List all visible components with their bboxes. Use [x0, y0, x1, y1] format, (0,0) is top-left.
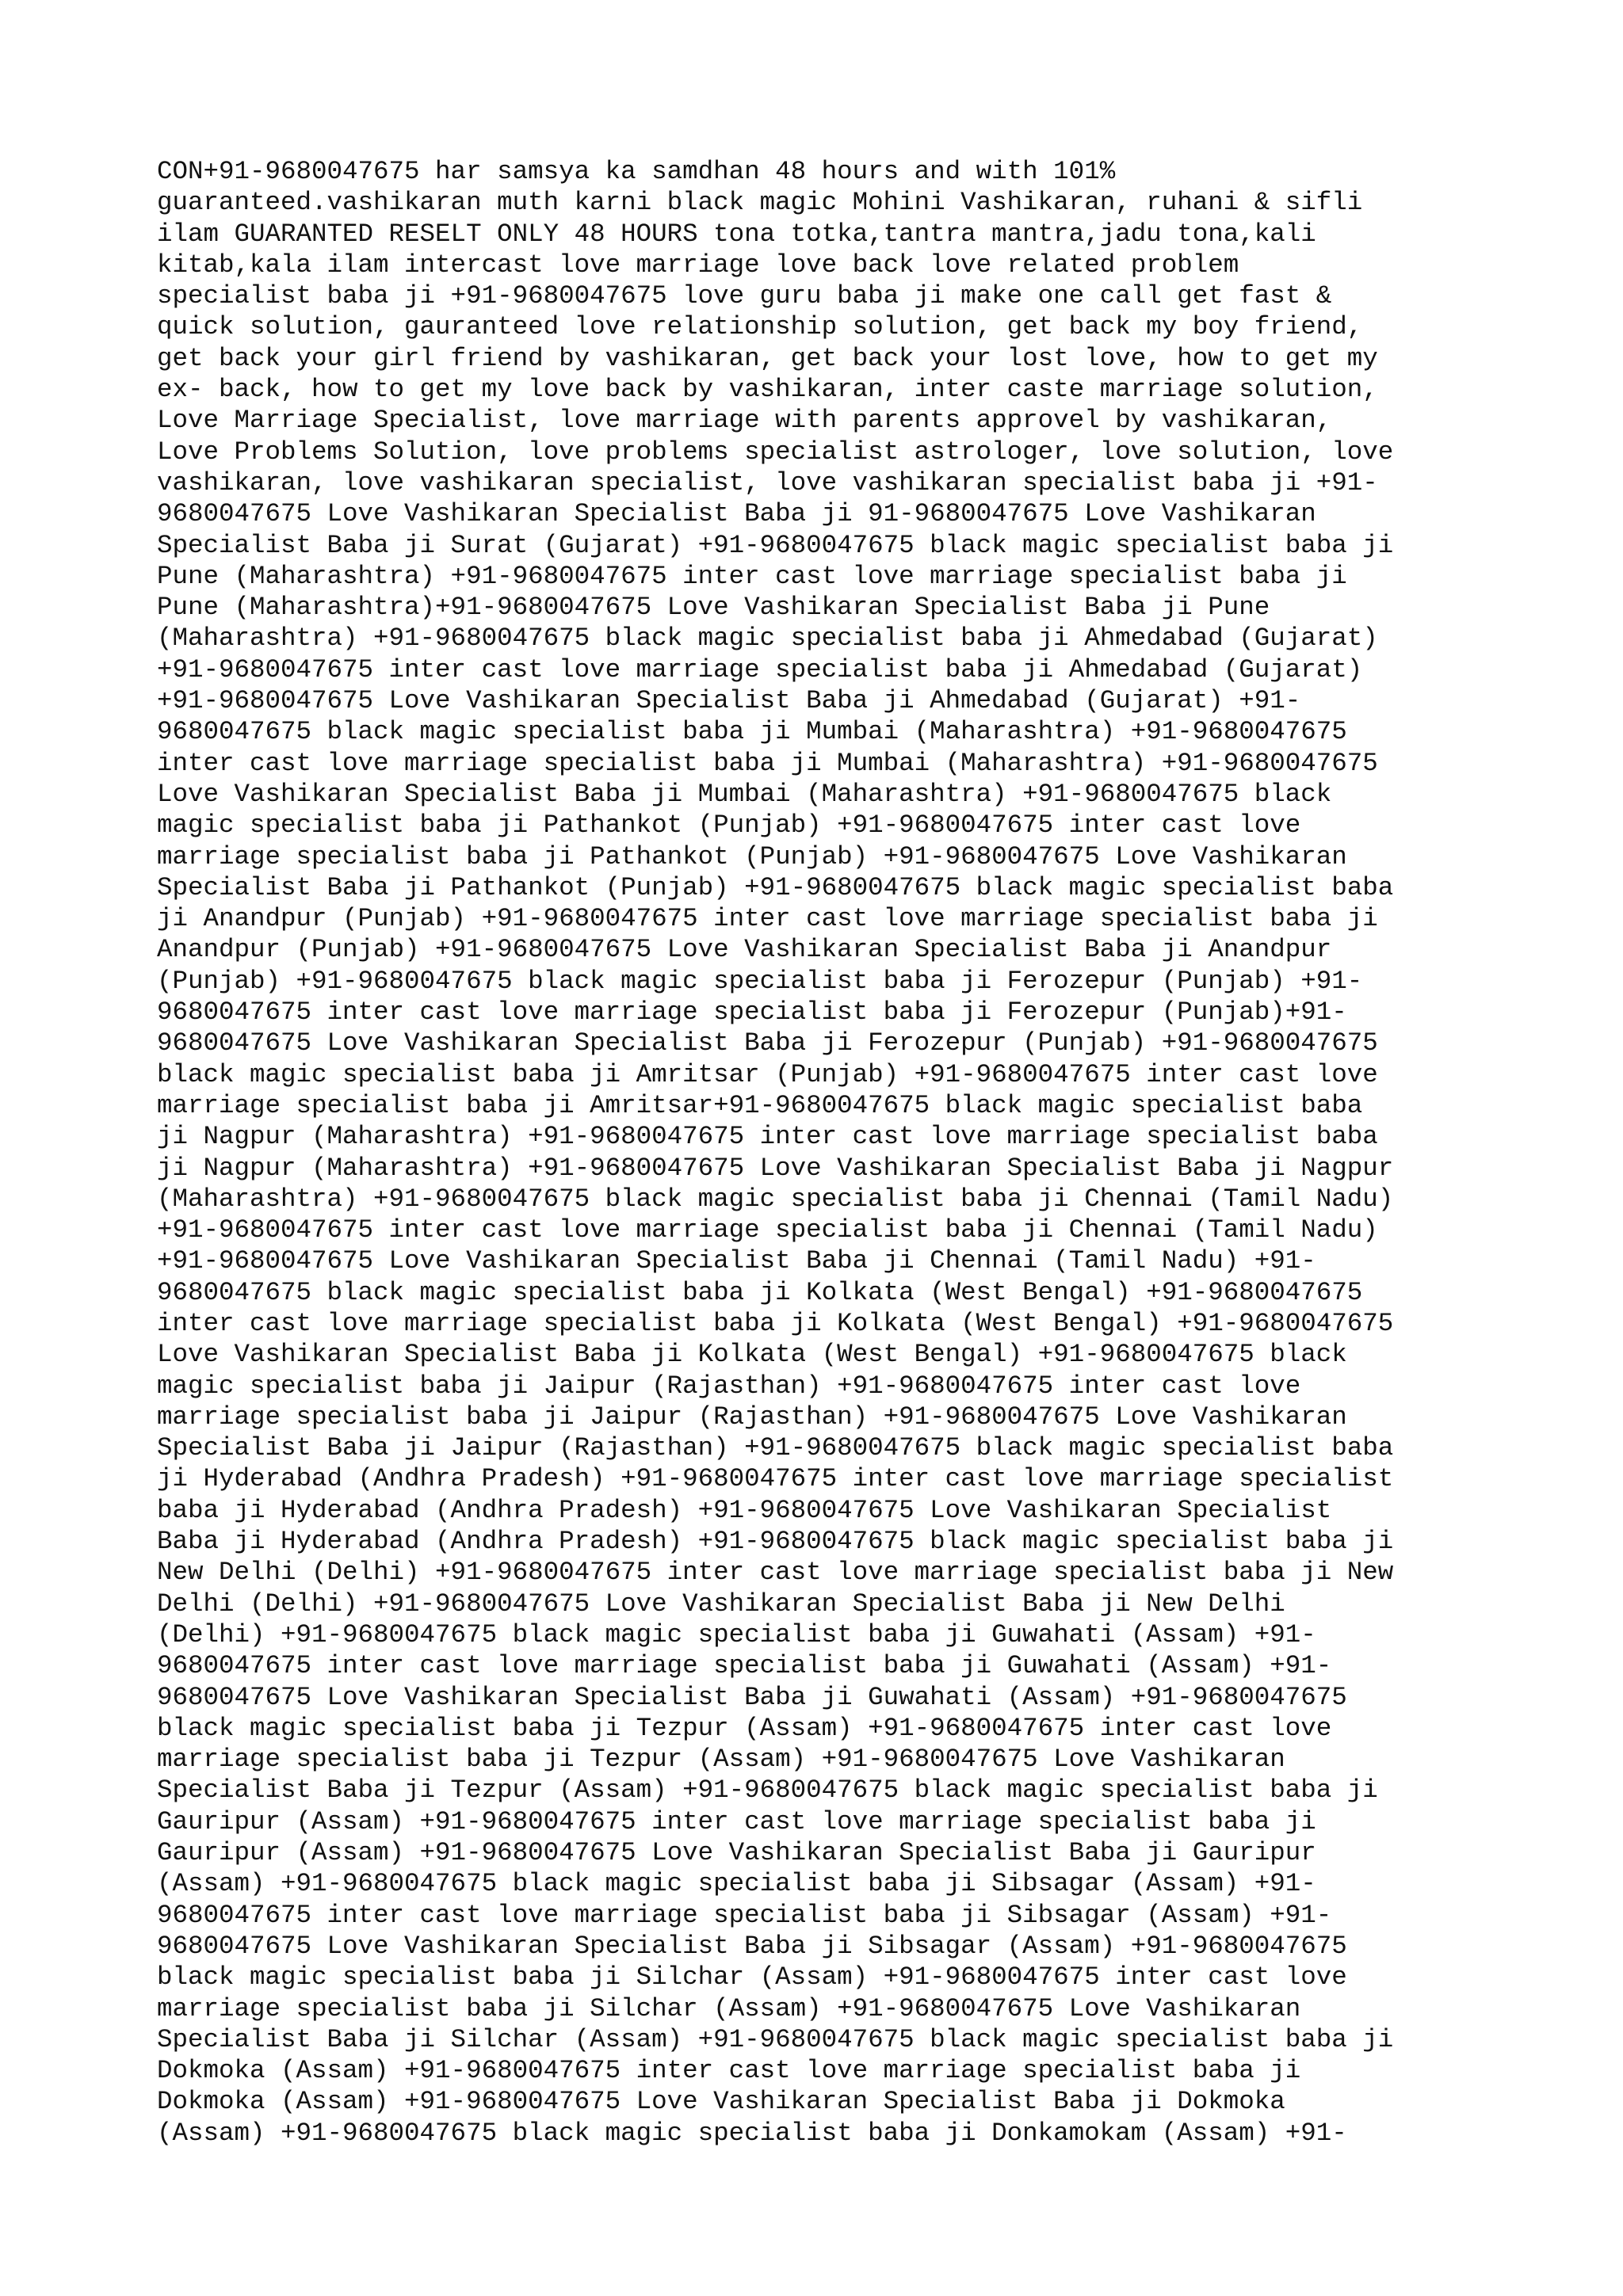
text-line: 9680047675 inter cast love marriage specialist baba ji Sibsagar (Assam) +91- — [157, 1900, 1332, 1930]
text-line: Love Problems Solution, love problems specialist astrologer, love solution, love — [157, 437, 1394, 467]
text-line: Dokmoka (Assam) +91-9680047675 inter cast love marriage specialist baba ji — [157, 2056, 1301, 2086]
text-line: marriage specialist baba ji Tezpur (Assam) +91-9680047675 Love Vashikaran — [157, 1745, 1285, 1775]
text-line: (Punjab) +91-9680047675 black magic specialist baba ji Ferozepur (Punjab) +91- — [157, 966, 1363, 996]
text-line: baba ji Hyderabad (Andhra Pradesh) +91-9680047675 Love Vashikaran Specialist — [157, 1495, 1332, 1525]
text-line: CON+91-9680047675 har samsya ka samdhan 48 hours and with 101% — [157, 157, 1116, 186]
text-line: marriage specialist baba ji Silchar (Assam) +91-9680047675 Love Vashikaran — [157, 1993, 1301, 2023]
text-line: get back your girl friend by vashikaran, get back your lost love, how to get my — [157, 343, 1378, 373]
text-line: ji Nagpur (Maharashtra) +91-9680047675 Love Vashikaran Specialist Baba ji Nagpur — [157, 1153, 1394, 1183]
text-line: ilam GUARANTED RESELT ONLY 48 HOURS tona totka,tantra mantra,jadu tona,kali — [157, 219, 1316, 249]
text-line: +91-9680047675 inter cast love marriage specialist baba ji Chennai (Tamil Nadu) — [157, 1215, 1378, 1245]
text-line: marriage specialist baba ji Pathankot (Punjab) +91-9680047675 Love Vashikaran — [157, 841, 1347, 871]
text-line: 9680047675 Love Vashikaran Specialist Baba ji Sibsagar (Assam) +91-9680047675 — [157, 1931, 1347, 1961]
text-line: 9680047675 Love Vashikaran Specialist Baba ji Ferozepur (Punjab) +91-9680047675 — [157, 1028, 1378, 1058]
text-line: +91-9680047675 Love Vashikaran Specialist Baba ji Chennai (Tamil Nadu) +91- — [157, 1246, 1316, 1276]
text-line: 9680047675 Love Vashikaran Specialist Baba ji Guwahati (Assam) +91-9680047675 — [157, 1682, 1347, 1712]
text-line: Anandpur (Punjab) +91-9680047675 Love Vashikaran Specialist Baba ji Anandpur — [157, 935, 1332, 965]
text-line: inter cast love marriage specialist baba ji Kolkata (West Bengal) +91-9680047675 — [157, 1308, 1394, 1338]
text-line: Gauripur (Assam) +91-9680047675 Love Vashikaran Specialist Baba ji Gauripur — [157, 1838, 1316, 1868]
text-line: 9680047675 inter cast love marriage specialist baba ji Ferozepur (Punjab)+91- — [157, 997, 1347, 1028]
text-line: black magic specialist baba ji Silchar (Assam) +91-9680047675 inter cast love — [157, 1962, 1347, 1993]
text-line: Love Vashikaran Specialist Baba ji Mumbai (Maharashtra) +91-9680047675 black — [157, 779, 1332, 809]
text-line: (Maharashtra) +91-9680047675 black magic specialist baba ji Chennai (Tamil Nadu) — [157, 1184, 1394, 1214]
text-line: Gauripur (Assam) +91-9680047675 inter cast love marriage specialist baba ji — [157, 1806, 1316, 1836]
text-line: kitab,kala ilam intercast love marriage love back love related problem — [157, 250, 1239, 280]
text-line: Pune (Maharashtra) +91-9680047675 inter cast love marriage specialist baba ji — [157, 561, 1347, 591]
text-line: 9680047675 black magic specialist baba ji Kolkata (West Bengal) +91-9680047675 — [157, 1277, 1363, 1307]
text-line: vashikaran, love vashikaran specialist, love vashikaran specialist baba ji +91- — [157, 467, 1378, 498]
text-line: ex- back, how to get my love back by vashikaran, inter caste marriage solution, — [157, 375, 1378, 405]
text-line: ji Anandpur (Punjab) +91-9680047675 inter cast love marriage specialist baba ji — [157, 904, 1378, 934]
text-line: Specialist Baba ji Pathankot (Punjab) +91-9680047675 black magic specialist baba — [157, 872, 1394, 902]
text-line: 9680047675 Love Vashikaran Specialist Baba ji 91-9680047675 Love Vashikaran — [157, 499, 1316, 529]
text-line: 9680047675 inter cast love marriage specialist baba ji Guwahati (Assam) +91- — [157, 1651, 1332, 1681]
text-line: +91-9680047675 Love Vashikaran Specialist Baba ji Ahmedabad (Gujarat) +91- — [157, 686, 1301, 716]
text-line: Delhi (Delhi) +91-9680047675 Love Vashikaran Specialist Baba ji New Delhi — [157, 1589, 1285, 1619]
text-line: specialist baba ji +91-9680047675 love guru baba ji make one call get fast & — [157, 281, 1332, 311]
text-line: Specialist Baba ji Silchar (Assam) +91-9680047675 black magic specialist baba ji — [157, 2024, 1394, 2054]
text-line: guaranteed.vashikaran muth karni black magic Mohini Vashikaran, ruhani & sifli — [157, 188, 1363, 218]
text-line: New Delhi (Delhi) +91-9680047675 inter cast love marriage specialist baba ji New — [157, 1558, 1394, 1588]
text-line: quick solution, gauranteed love relationship solution, get back my boy friend, — [157, 312, 1363, 342]
text-line: (Assam) +91-9680047675 black magic specialist baba ji Sibsagar (Assam) +91- — [157, 1869, 1316, 1899]
text-line: Specialist Baba ji Tezpur (Assam) +91-9680047675 black magic specialist baba ji — [157, 1775, 1378, 1806]
text-line: black magic specialist baba ji Amritsar (Punjab) +91-9680047675 inter cast love — [157, 1059, 1378, 1089]
text-line: Love Marriage Specialist, love marriage with parents approvel by vashikaran, — [157, 406, 1332, 436]
text-line: magic specialist baba ji Jaipur (Rajasthan) +91-9680047675 inter cast love — [157, 1371, 1301, 1401]
text-line: Baba ji Hyderabad (Andhra Pradesh) +91-9680047675 black magic specialist baba ji — [157, 1527, 1394, 1557]
text-line: Love Vashikaran Specialist Baba ji Kolkata (West Bengal) +91-9680047675 black — [157, 1340, 1347, 1370]
text-line: Pune (Maharashtra)+91-9680047675 Love Vashikaran Specialist Baba ji Pune — [157, 593, 1270, 623]
text-line: Specialist Baba ji Jaipur (Rajasthan) +91-9680047675 black magic specialist baba — [157, 1433, 1394, 1463]
text-line: 9680047675 black magic specialist baba ji Mumbai (Maharashtra) +91-9680047675 — [157, 717, 1347, 747]
body-text — [157, 156, 1488, 2149]
text-line: inter cast love marriage specialist baba ji Mumbai (Maharashtra) +91-9680047675 — [157, 748, 1378, 778]
text-line: black magic specialist baba ji Tezpur (Assam) +91-9680047675 inter cast love — [157, 1713, 1332, 1743]
text-line: marriage specialist baba ji Jaipur (Rajasthan) +91-9680047675 Love Vashikaran — [157, 1402, 1347, 1432]
text-line: Specialist Baba ji Surat (Gujarat) +91-9680047675 black magic specialist baba ji — [157, 530, 1394, 560]
text-line: ji Hyderabad (Andhra Pradesh) +91-9680047675 inter cast love marriage specialist — [157, 1464, 1394, 1494]
text-line: (Assam) +91-9680047675 black magic specialist baba ji Donkamokam (Assam) +91- — [157, 2118, 1347, 2148]
text-line: ji Nagpur (Maharashtra) +91-9680047675 inter cast love marriage specialist baba — [157, 1122, 1378, 1152]
text-line: (Delhi) +91-9680047675 black magic specialist baba ji Guwahati (Assam) +91- — [157, 1619, 1316, 1650]
text-line: magic specialist baba ji Pathankot (Punjab) +91-9680047675 inter cast love — [157, 810, 1301, 841]
text-line: (Maharashtra) +91-9680047675 black magic specialist baba ji Ahmedabad (Gujarat) — [157, 624, 1378, 654]
text-line: marriage specialist baba ji Amritsar+91-9680047675 black magic specialist baba — [157, 1090, 1363, 1120]
text-line: +91-9680047675 inter cast love marriage specialist baba ji Ahmedabad (Gujarat) — [157, 654, 1363, 685]
text-line: Dokmoka (Assam) +91-9680047675 Love Vashikaran Specialist Baba ji Dokmoka — [157, 2087, 1285, 2117]
